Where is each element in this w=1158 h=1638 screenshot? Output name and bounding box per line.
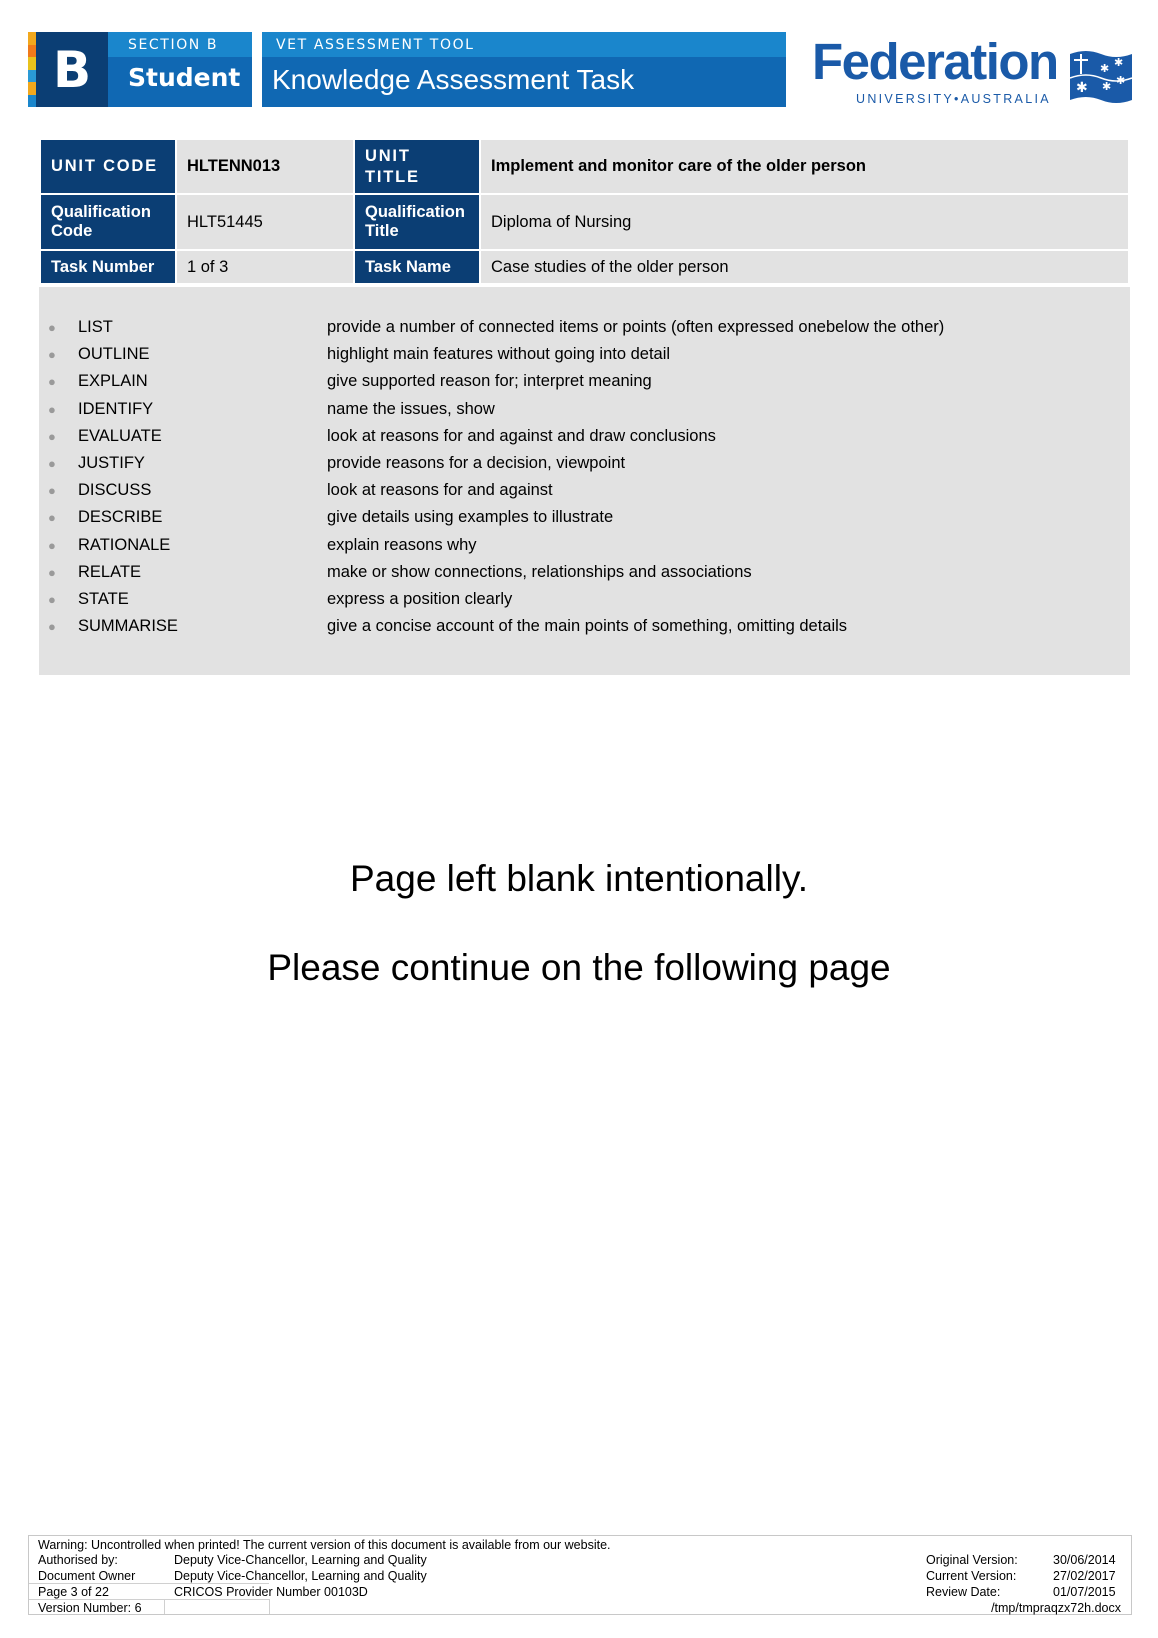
footer-divider (29, 1583, 269, 1584)
svg-text:✱: ✱ (1102, 80, 1112, 93)
glossary-list (39, 318, 1130, 644)
glossary-term: STATE (78, 589, 129, 608)
owner-value: Deputy Vice-Chancellor, Learning and Quality (174, 1569, 427, 1583)
section-name: Student (128, 63, 241, 92)
section-label: SECTION B (108, 32, 252, 57)
document-footer (28, 1535, 1132, 1615)
glossary-definition: express a position clearly (327, 589, 513, 608)
glossary-definition: explain reasons why (327, 535, 477, 554)
qualification-code-label: Qualification Code (40, 194, 176, 250)
glossary-item (39, 536, 1130, 563)
glossary-definition: give details using examples to illustrate (327, 508, 614, 527)
glossary-item (39, 590, 1130, 617)
footer-warning: Warning: Uncontrolled when printed! The current version of this document is available from our website. (38, 1538, 611, 1552)
version-number: Version Number: 6 (38, 1601, 142, 1615)
glossary-definition: look at reasons for and against (327, 481, 553, 500)
footer-divider (29, 1599, 269, 1600)
glossary-term: DESCRIBE (78, 508, 163, 527)
bullet-icon: ● (48, 619, 56, 635)
tool-label: VET ASSESSMENT TOOL (262, 32, 786, 57)
footer-divider (269, 1599, 270, 1614)
glossary-definition: provide a number of connected items or points (often expressed onebelow the other) (327, 318, 945, 336)
logo-subtitle: UNIVERSITY•AUSTRALIA (856, 92, 1051, 106)
svg-text:✱: ✱ (1100, 62, 1110, 75)
bullet-icon: ● (48, 320, 56, 335)
glossary-term: LIST (78, 318, 113, 336)
bullet-icon: ● (48, 483, 56, 499)
current-version-value: 27/02/2017 (1053, 1569, 1116, 1583)
glossary-term: SUMMARISE (78, 617, 178, 636)
bullet-icon: ● (48, 347, 56, 363)
color-stripes (28, 32, 36, 107)
authorised-value: Deputy Vice-Chancellor, Learning and Quality (174, 1553, 427, 1567)
table-row (40, 139, 1129, 194)
review-date-label: Review Date: (926, 1585, 1001, 1599)
original-version-label: Original Version: (926, 1553, 1018, 1567)
cricos-number: CRICOS Provider Number 00103D (174, 1585, 368, 1599)
unit-title: Implement and monitor care of the older person (480, 139, 1129, 194)
glossary-term: IDENTIFY (78, 399, 154, 418)
authorised-label: Authorised by: (38, 1553, 118, 1567)
glossary-term: RELATE (78, 562, 141, 581)
owner-label: Document Owner (38, 1569, 136, 1583)
logo-name: Federation (812, 33, 1058, 90)
glossary-item (39, 345, 1130, 372)
page-number: Page 3 of 22 (38, 1585, 109, 1599)
svg-text:✱: ✱ (1114, 56, 1124, 69)
task-number-label: Task Number (40, 250, 176, 284)
section-letter: B (36, 32, 108, 107)
glossary-definition: highlight main features without going into detail (327, 345, 671, 364)
blank-notice: Page left blank intentionally. (349, 858, 808, 899)
table-row (40, 250, 1129, 284)
original-version-value: 30/06/2014 (1053, 1553, 1116, 1567)
unit-code-label: UNIT CODE (40, 139, 176, 194)
glossary-definition: name the issues, show (327, 399, 495, 418)
task-name: Case studies of the older person (480, 250, 1129, 284)
svg-text:✱: ✱ (1116, 74, 1126, 87)
glossary-term: OUTLINE (78, 345, 150, 364)
glossary-item (39, 508, 1130, 535)
file-name: /tmp/tmpraqzx72h.docx (991, 1601, 1121, 1615)
glossary-item (39, 563, 1130, 590)
glossary-definition: give a concise account of the main points of something, omitting details (327, 617, 848, 636)
bullet-icon: ● (48, 428, 56, 444)
glossary-term: JUSTIFY (78, 453, 145, 472)
bullet-icon: ● (48, 455, 56, 471)
qualification-title-label: Qualification Title (354, 194, 480, 250)
unit-title-label: UNIT TITLE (354, 139, 480, 194)
glossary-definition: give supported reason for; interpret meaning (327, 372, 652, 391)
unit-details-table (39, 138, 1130, 285)
bullet-icon: ● (48, 401, 56, 417)
section-badge (28, 32, 252, 107)
glossary-term: EXPLAIN (78, 372, 148, 391)
qualification-title: Diploma of Nursing (480, 194, 1129, 250)
bullet-icon: ● (48, 591, 56, 607)
glossary-item (39, 427, 1130, 454)
unit-code: HLTENN013 (176, 139, 354, 194)
flag-icon (1068, 48, 1134, 106)
continue-notice: Please continue on the following page (267, 947, 891, 988)
task-number: 1 of 3 (176, 250, 354, 284)
assessment-tool-banner (262, 32, 786, 107)
bullet-icon: ● (48, 537, 56, 553)
current-version-label: Current Version: (926, 1569, 1017, 1583)
glossary-definition: provide reasons for a decision, viewpoint (327, 453, 626, 472)
glossary-term: EVALUATE (78, 426, 162, 445)
glossary-item (39, 481, 1130, 508)
table-row (40, 194, 1129, 250)
qualification-code: HLT51445 (176, 194, 354, 250)
glossary-item (39, 318, 1130, 345)
glossary-definition: make or show connections, relationships and associations (327, 562, 752, 581)
bullet-icon: ● (48, 510, 56, 526)
tool-title: Knowledge Assessment Task (272, 64, 635, 95)
glossary-item (39, 372, 1130, 399)
glossary-definition: look at reasons for and against and draw conclusions (327, 426, 716, 445)
bullet-icon: ● (48, 374, 56, 390)
glossary-item (39, 400, 1130, 427)
glossary-item (39, 617, 1130, 644)
glossary-item (39, 454, 1130, 481)
footer-divider (164, 1599, 165, 1614)
glossary-term: DISCUSS (78, 481, 152, 500)
task-name-label: Task Name (354, 250, 480, 284)
review-date-value: 01/07/2015 (1053, 1585, 1116, 1599)
glossary-term: RATIONALE (78, 535, 171, 554)
instruction-glossary (39, 287, 1130, 675)
svg-text:✱: ✱ (1076, 80, 1088, 96)
bullet-icon: ● (48, 564, 56, 580)
federation-logo (812, 33, 1138, 112)
